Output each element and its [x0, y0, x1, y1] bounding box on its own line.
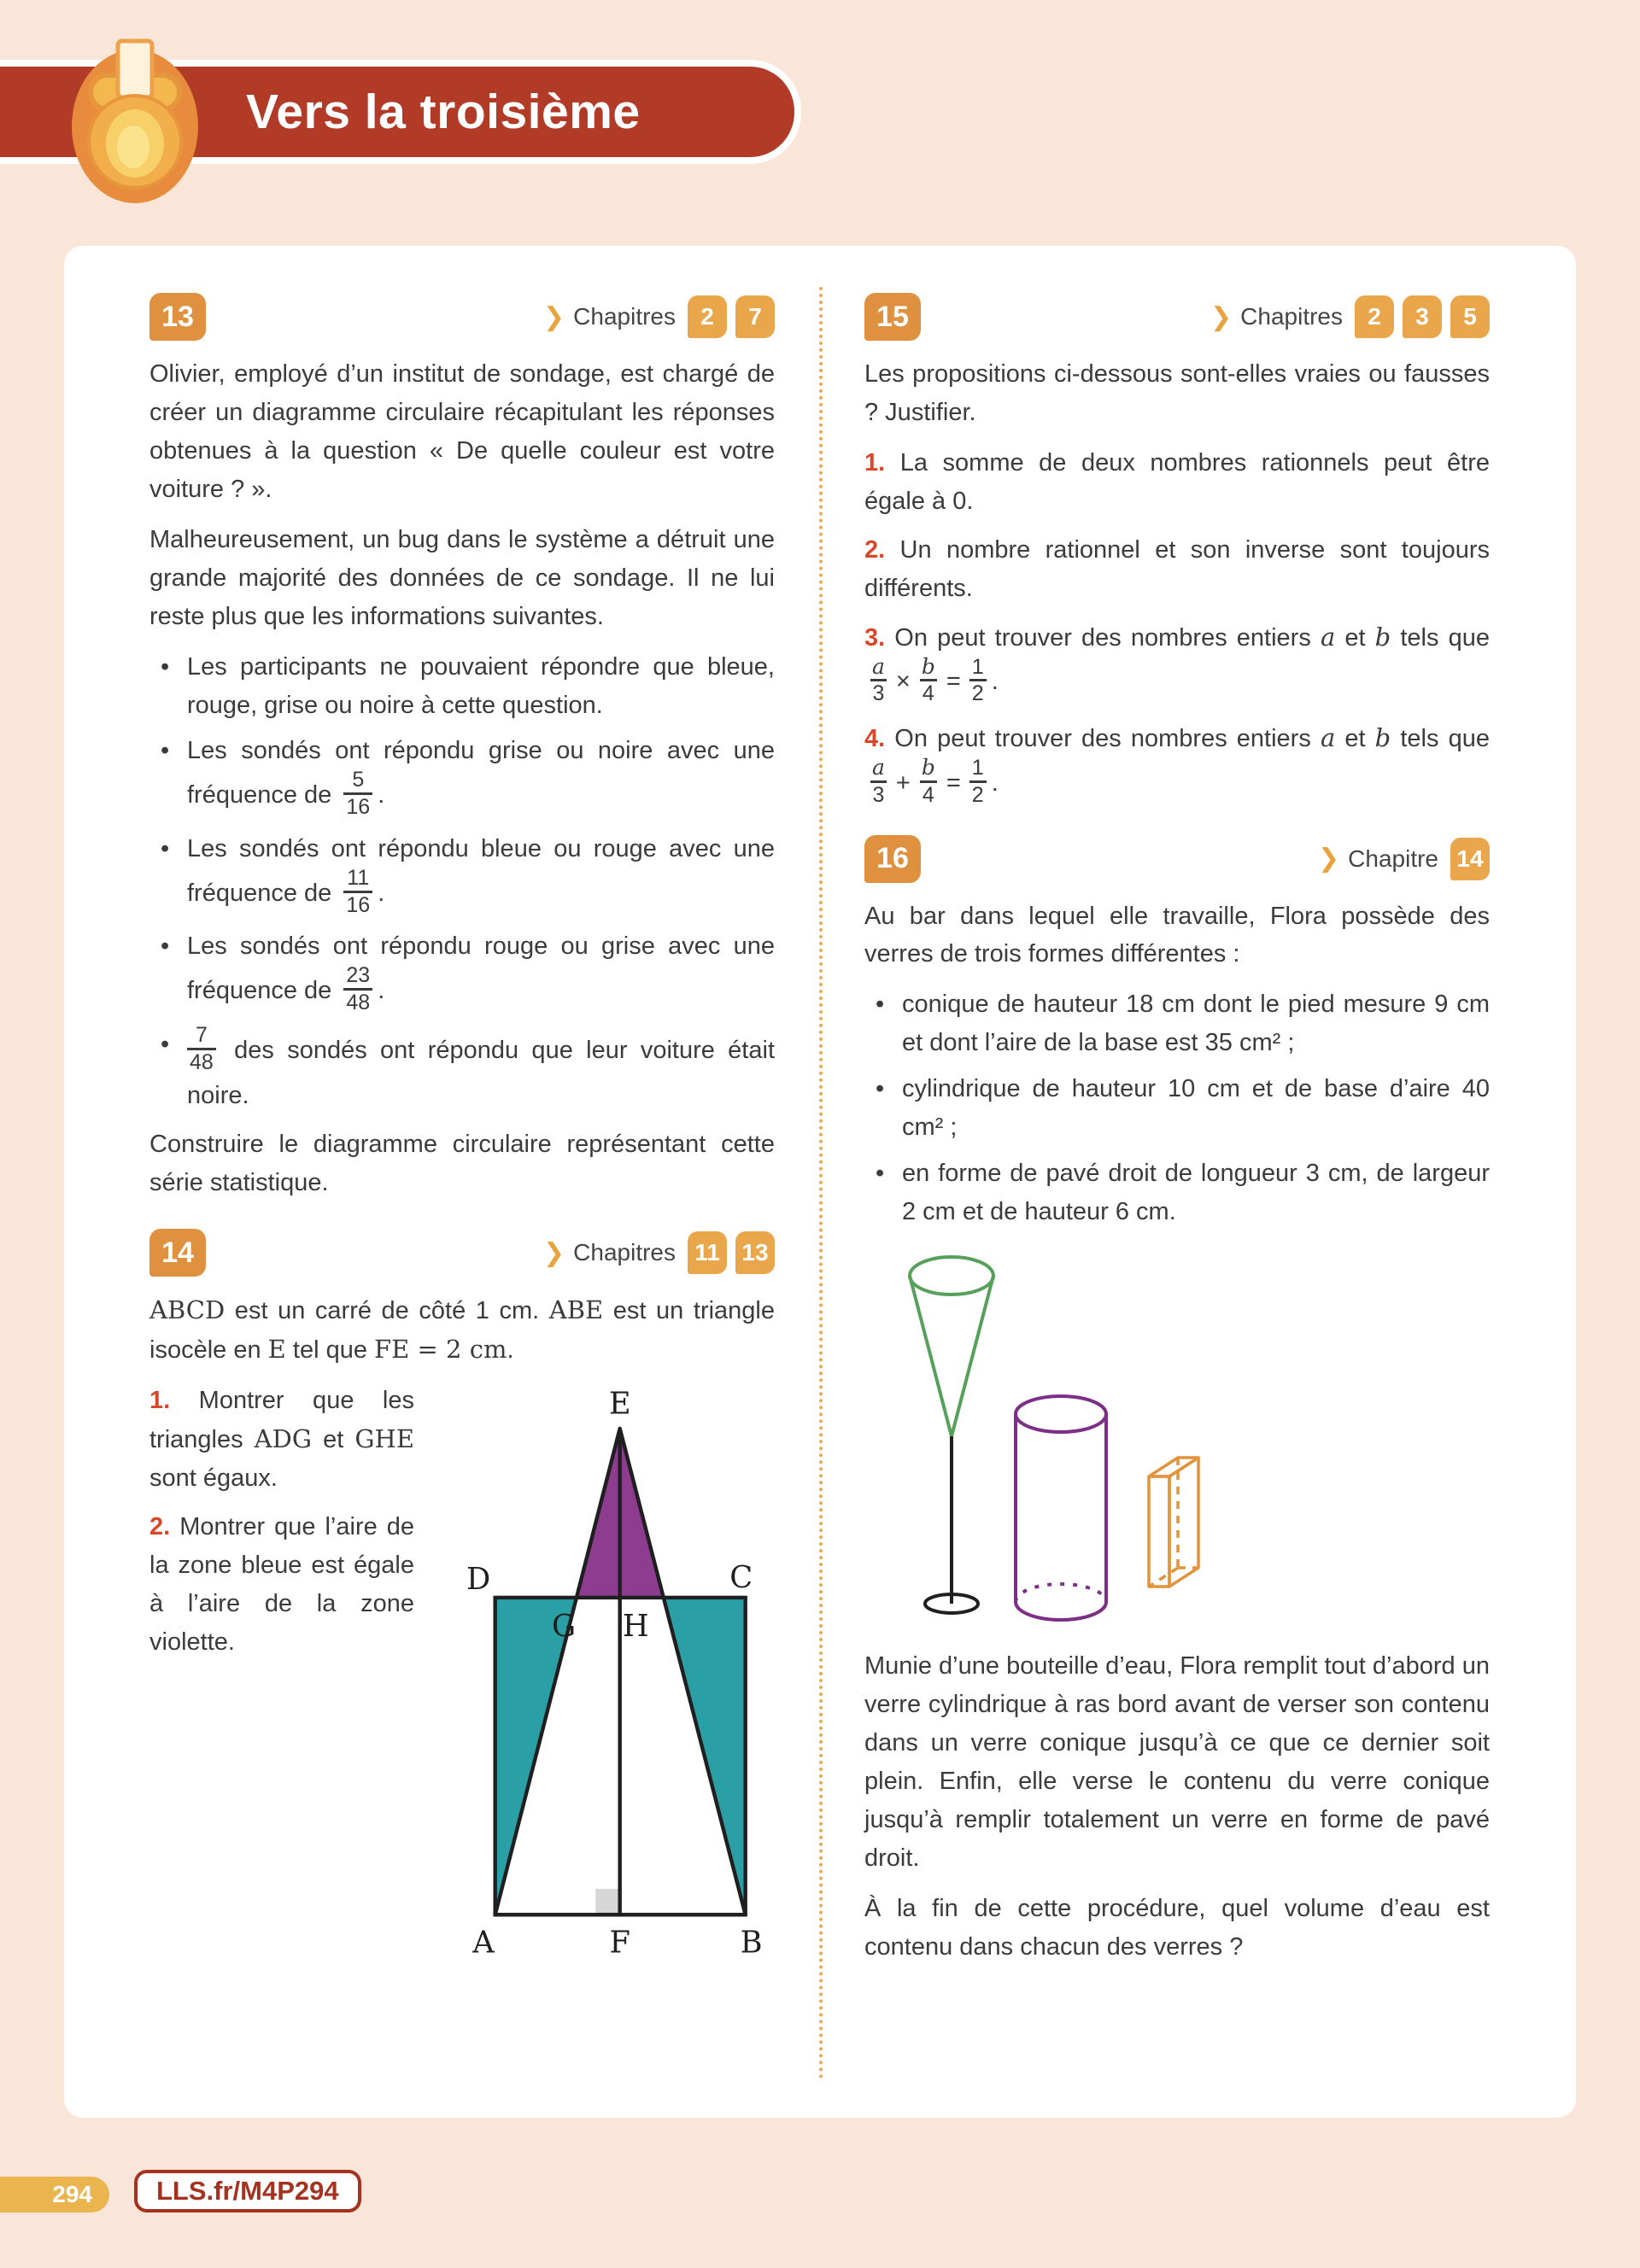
paragraph: À la fin de cette procédure, quel volume d’eau est contenu dans chacun des verres ? [864, 1894, 1490, 1961]
point-label-B: B [740, 1925, 763, 1961]
statement-1: 1. La somme de deux nombres rationnels peut être égale à 0. [864, 448, 1490, 515]
fraction: $\frac{1}{2}$ [969, 655, 987, 707]
fraction: • $\frac{7}{48}$ [187, 1023, 216, 1075]
chapter-links [1210, 295, 1490, 338]
paragraph: Olivier, employé d’un institut de sondage, est chargé de créer un diagramme circulaire récapitulant les réponses obtenues à la question « De quelle couleur est votre voiture ? ». [149, 360, 775, 503]
chapters-label: Chapitres [573, 1239, 676, 1266]
statement-4: 4. On peut trouver des nombres entiers a et b tels que $\frac{a}{3}$ + $\frac{b}{4}$ = $\frac{1}{2}$ . [864, 723, 1490, 807]
cylinder-glass [1016, 1396, 1106, 1620]
equation: $\frac{a}{3}$ + $\frac{b}{4}$ = $\frac{1}{2}$ . [864, 769, 999, 797]
chapters-label: Chapitre [1348, 845, 1438, 872]
chapters-label: Chapitres [1240, 303, 1343, 330]
fraction: $\frac{23}{48}$ [343, 963, 372, 1015]
chapter-badge[interactable]: 7 [735, 295, 775, 338]
chapter-links [543, 295, 775, 338]
chevron-icon: ❯ [543, 302, 565, 331]
paragraph: Construire le diagramme circulaire représentant cette série statistique. [149, 1131, 775, 1197]
exercise-14 [149, 1226, 775, 1975]
fraction: $\frac{11}{16}$ [343, 866, 372, 918]
list-item: • en forme de pavé droit de longueur 3 cm, de largeur 2 cm et de hauteur 6 cm. [864, 1154, 1490, 1231]
list-item: • Les participants ne pouvaient répondre que bleue, rouge, grise ou noire à cette question. [149, 648, 775, 725]
chapter-badge[interactable]: 3 [1403, 295, 1442, 338]
fraction: $\frac{5}{16}$ [343, 768, 372, 820]
content-card [64, 246, 1576, 2118]
list-item: • Les sondés ont répondu grise ou noire avec une fréquence de $\frac{5}{16}$ . [149, 732, 775, 821]
exercise-14-body [149, 1382, 775, 1975]
paragraph: Les propositions ci-dessous sont-elles vraies ou fausses ? Justifier. [864, 360, 1490, 426]
question-2: 2. Montrer que l’aire de la zone bleue est égale à l’aire de la zone violette. [149, 1512, 414, 1656]
list-item: • cylindrique de hauteur 10 cm et de base d’aire 40 cm² ; [864, 1070, 1490, 1147]
column-divider [819, 287, 823, 2080]
chevron-icon: ❯ [1210, 302, 1233, 331]
exercise-16 [864, 833, 1490, 1967]
point-label-E: E [608, 1386, 631, 1422]
exercise-number-badge: 15 [864, 293, 921, 341]
paragraph: ABCD est un carré de côté 1 cm. ABE est un triangle isocèle en E tel que FE = 2 cm. [149, 1295, 776, 1364]
exercise-number-badge: 13 [149, 293, 206, 341]
page-number-badge: 294 [0, 2177, 109, 2212]
exercise-13-header [149, 290, 775, 343]
equation: $\frac{a}{3}$ × $\frac{b}{4}$ = $\frac{1}{2}$ . [864, 668, 999, 695]
exercise-14-header [149, 1226, 775, 1279]
point-label-D: D [466, 1562, 491, 1598]
square-triangle-figure [440, 1383, 775, 1975]
fraction: $\frac{a}{3}$ [870, 655, 887, 707]
bullet-list [149, 648, 775, 1116]
paragraph: Malheureusement, un bug dans le système a détruit une grande majorité des données de ce sondage. Il ne lui reste plus que les informations suivantes. [149, 525, 775, 630]
fraction: $\frac{b}{4}$ [921, 755, 935, 807]
chevron-icon: ❯ [1318, 845, 1340, 873]
prism-glass [1149, 1458, 1198, 1587]
left-column [149, 290, 775, 1975]
paragraph: Munie d’une bouteille d’eau, Flora remplit tout d’abord un verre cylindrique à ras bord avant de verser son contenu dans un verre conique jusqu’à ce que ce dernier soit plein. Enfin, elle verse le contenu du verre conique jusqu’à remplir totalement un verre en forme de pavé droit. [864, 1652, 1490, 1872]
page-title: Vers la troisième [246, 85, 641, 139]
list-item: • Les sondés ont répondu bleue ou rouge avec une fréquence de $\frac{11}{16}$ . [149, 830, 775, 920]
chapter-badge[interactable]: 2 [1355, 295, 1394, 338]
list-item: • conique de hauteur 18 cm dont le pied mesure 9 cm et dont l’aire de la base est 35 cm² ; [864, 985, 1490, 1062]
point-label-G: G [551, 1608, 577, 1644]
chapter-badge[interactable]: 5 [1450, 295, 1490, 338]
questions [149, 1382, 414, 1672]
chapters-label: Chapitres [573, 303, 676, 330]
statement-2: 2. Un nombre rationnel et son inverse sont toujours différents. [864, 535, 1490, 602]
medal-icon [41, 26, 220, 213]
list-item: • $\frac{7}{48}$ des sondés ont répondu que leur voiture était noire. [149, 1026, 775, 1115]
exercise-15-header [864, 290, 1490, 343]
fraction: $\frac{a}{3}$ [870, 756, 887, 808]
paragraph: Au bar dans lequel elle travaille, Flora possède des verres de trois formes différentes : [864, 902, 1490, 968]
point-label-H: H [622, 1608, 649, 1644]
exercise-number-badge: 14 [149, 1229, 206, 1277]
statement-3: 3. On peut trouver des nombres entiers a et b tels que $\frac{a}{3}$ × $\frac{b}{4}$ = $\frac{1}{2}$ . [864, 622, 1490, 706]
right-column [864, 290, 1490, 1979]
point-label-F: F [609, 1925, 630, 1961]
chapter-links [1318, 838, 1490, 880]
question-1: 1. Montrer que les triangles ADG et GHE sont égaux. [149, 1386, 414, 1492]
chapter-badge[interactable]: 14 [1450, 838, 1490, 880]
exercise-16-header [864, 833, 1490, 886]
chapter-badge[interactable]: 13 [735, 1231, 775, 1274]
fraction: $\frac{1}{2}$ [969, 756, 987, 808]
glasses-figure [859, 1242, 1490, 1639]
chevron-icon: ❯ [543, 1238, 565, 1267]
chapter-badge[interactable]: 2 [688, 295, 727, 338]
exercise-13 [149, 290, 775, 1202]
fraction: $\frac{b}{4}$ [921, 653, 935, 706]
point-label-A: A [472, 1925, 495, 1961]
cone-glass [910, 1257, 993, 1613]
lls-link[interactable]: LLS.fr/M4P294 [134, 2170, 361, 2212]
chapter-badge[interactable]: 11 [688, 1231, 727, 1274]
list-item: • Les sondés ont répondu rouge ou grise avec une fréquence de $\frac{23}{48}$ . [149, 927, 775, 1017]
exercise-number-badge: 16 [864, 835, 921, 883]
exercise-15 [864, 290, 1490, 810]
chapter-links [543, 1231, 775, 1274]
point-label-C: C [729, 1560, 753, 1596]
bullet-list [864, 985, 1490, 1231]
